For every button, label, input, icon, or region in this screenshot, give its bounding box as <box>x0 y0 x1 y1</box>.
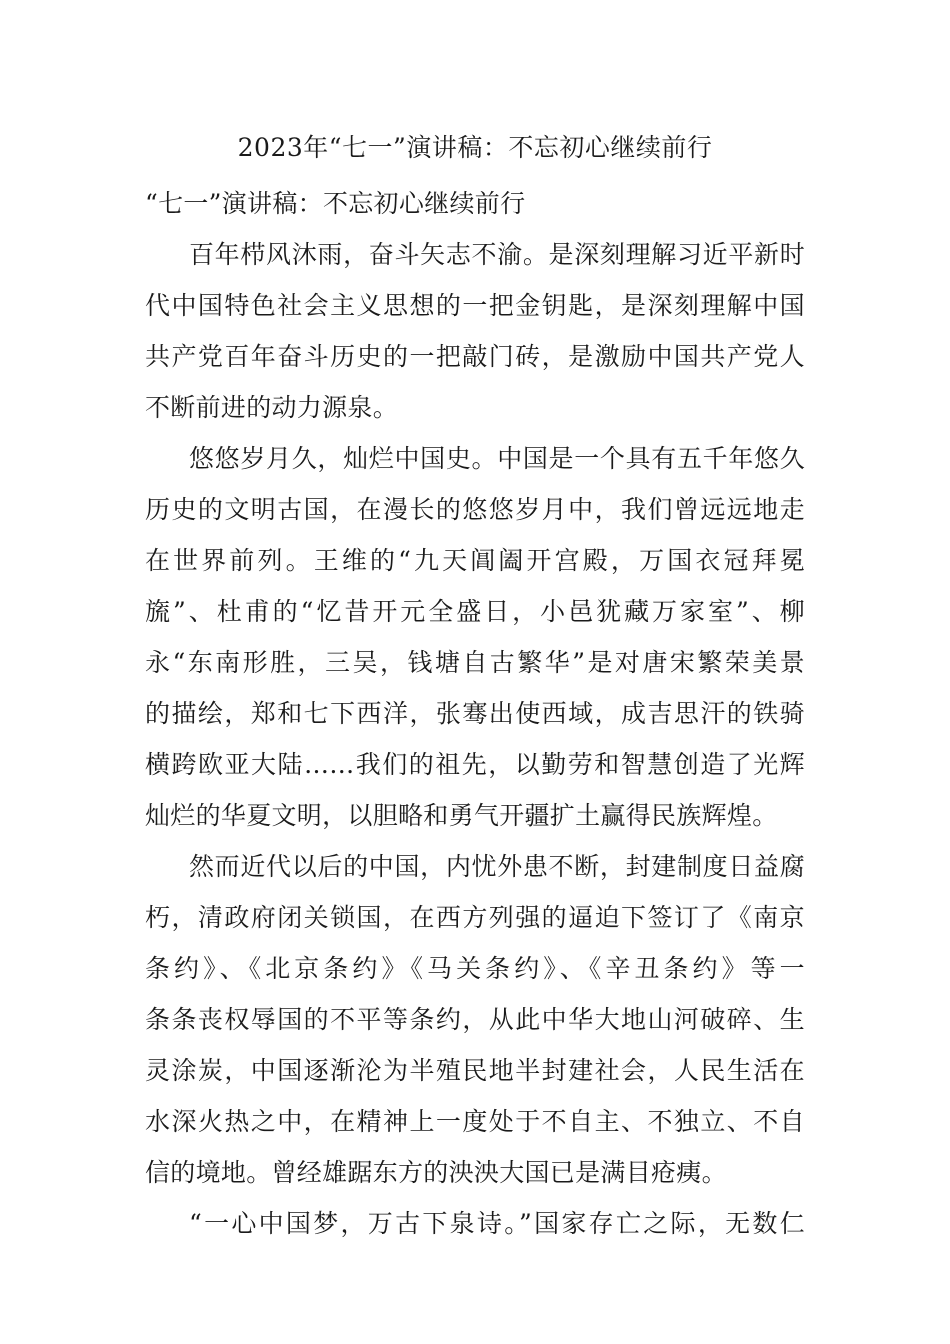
document-subtitle: “七一”演讲稿：不忘初心继续前行 <box>145 189 526 218</box>
paragraph-2-line-2: 历史的文明古国，在漫长的悠悠岁月中，我们曾远远地走 <box>145 495 805 524</box>
paragraph-3-line-5: 灵涂炭，中国逐渐沦为半殖民地半封建社会，人民生活在 <box>145 1056 805 1085</box>
paragraph-3-line-4: 条条丧权辱国的不平等条约，从此中华大地山河破碎、生 <box>145 1005 805 1034</box>
paragraph-1-line-1: 百年栉风沐雨，奋斗矢志不渝。是深刻理解习近平新时 <box>189 240 805 269</box>
paragraph-3-line-6: 水深火热之中，在精神上一度处于不自主、不独立、不自 <box>145 1107 805 1136</box>
document-body <box>145 178 805 1249</box>
paragraph-2-line-3: 在世界前列。王维的“九天阊阖开宫殿，万国衣冠拜冕 <box>145 546 805 575</box>
paragraph-3-line-2: 朽，清政府闭关锁国，在西方列强的逼迫下签订了《南京 <box>145 903 805 932</box>
paragraph-1-line-2: 代中国特色社会主义思想的一把金钥匙，是深刻理解中国 <box>145 291 805 320</box>
paragraph-1-line-4: 不断前进的动力源泉。 <box>145 393 399 422</box>
paragraph-2-line-1: 悠悠岁月久，灿烂中国史。中国是一个具有五千年悠久 <box>189 444 805 473</box>
paragraph-3-line-7: 信的境地。曾经雄踞东方的泱泱大国已是满目疮痍。 <box>145 1158 727 1187</box>
paragraph-2-line-8: 灿烂的华夏文明，以胆略和勇气开疆扩土赢得民族辉煌。 <box>145 801 778 830</box>
paragraph-3-line-3: 条约》、《北京条约》《马关条约》、《辛丑条约》等一 <box>145 954 805 983</box>
paragraph-2-line-7: 横跨欧亚大陆……我们的祖先，以勤劳和智慧创造了光辉 <box>145 750 805 779</box>
document-title: 2023年“七一”演讲稿：不忘初心继续前行 <box>237 133 713 162</box>
paragraph-2-line-5: 永“东南形胜，三吴，钱塘自古繁华”是对唐宋繁荣美景 <box>145 648 805 677</box>
paragraph-2-line-6: 的描绘，郑和七下西洋，张骞出使西域，成吉思汗的铁骑 <box>145 699 805 728</box>
paragraph-2-line-4: 旒”、杜甫的“忆昔开元全盛日，小邑犹藏万家室”、柳 <box>145 597 805 626</box>
paragraph-4-line-1: “一心中国梦，万古下泉诗。”国家存亡之际，无数仁 <box>189 1209 805 1238</box>
paragraph-3-line-1: 然而近代以后的中国，内忧外患不断，封建制度日益腐 <box>189 852 805 881</box>
paragraph-1-line-3: 共产党百年奋斗历史的一把敲门砖，是激励中国共产党人 <box>145 342 805 371</box>
